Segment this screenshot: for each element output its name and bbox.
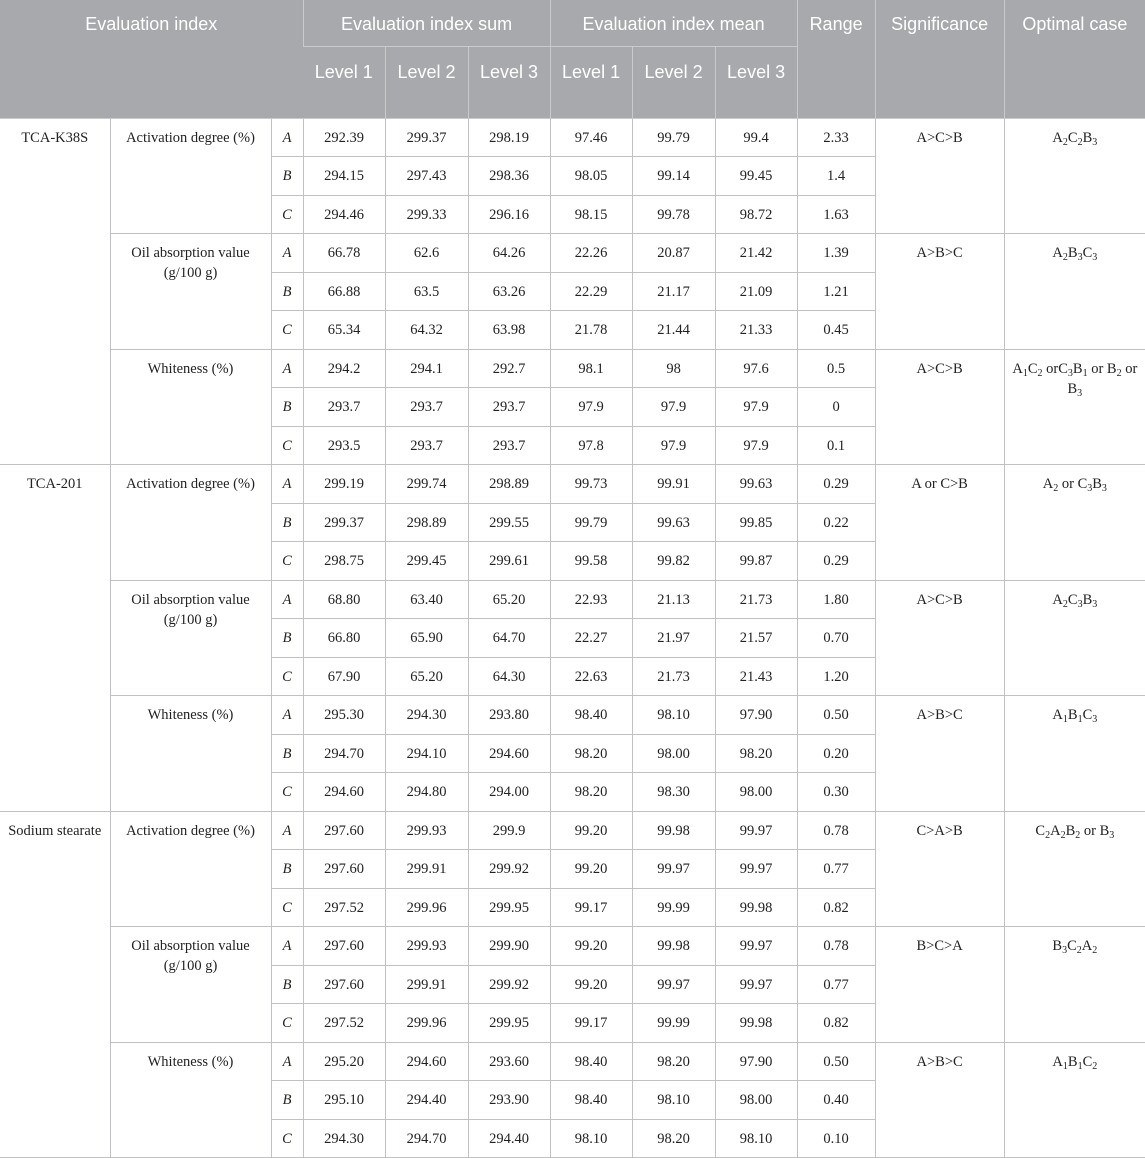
factor-cell: A bbox=[271, 234, 303, 273]
mean-level-3-cell: 98.72 bbox=[715, 195, 797, 234]
mean-level-3-cell: 98.00 bbox=[715, 773, 797, 812]
sum-level-2-cell: 65.90 bbox=[385, 619, 468, 658]
factor-cell: C bbox=[271, 311, 303, 350]
factor-cell: B bbox=[271, 388, 303, 427]
table-row bbox=[0, 811, 1145, 850]
mean-level-2-cell: 99.82 bbox=[632, 542, 715, 581]
sum-level-1-cell: 68.80 bbox=[303, 580, 385, 619]
factor-cell: B bbox=[271, 734, 303, 773]
mean-level-2-cell: 21.13 bbox=[632, 580, 715, 619]
sum-level-1-cell: 295.30 bbox=[303, 696, 385, 735]
sum-level-1-cell: 297.60 bbox=[303, 927, 385, 966]
group-name-cell: Sodium stearate bbox=[0, 811, 110, 1158]
sum-level-1-cell: 295.10 bbox=[303, 1081, 385, 1120]
table-header bbox=[0, 0, 1145, 118]
factor-cell: C bbox=[271, 773, 303, 812]
sum-level-1-cell: 297.60 bbox=[303, 811, 385, 850]
sum-level-1-cell: 65.34 bbox=[303, 311, 385, 350]
sum-level-2-cell: 294.40 bbox=[385, 1081, 468, 1120]
sum-level-3-cell: 293.60 bbox=[468, 1042, 550, 1081]
mean-level-1-cell: 98.40 bbox=[550, 1081, 632, 1120]
mean-level-2-cell: 99.14 bbox=[632, 157, 715, 196]
mean-level-1-cell: 99.20 bbox=[550, 927, 632, 966]
mean-level-3-cell: 98.10 bbox=[715, 1119, 797, 1158]
range-cell: 0 bbox=[797, 388, 875, 427]
mean-level-1-cell: 98.20 bbox=[550, 773, 632, 812]
mean-level-2-cell: 99.99 bbox=[632, 1004, 715, 1043]
factor-cell: B bbox=[271, 503, 303, 542]
range-cell: 0.5 bbox=[797, 349, 875, 388]
optimal-case-cell: $A_1B_1C_3$ bbox=[1004, 696, 1145, 812]
sum-level-1-cell: 294.2 bbox=[303, 349, 385, 388]
header-range: Range bbox=[797, 0, 875, 118]
significance-cell: A>B>C bbox=[875, 1042, 1004, 1158]
index-name-cell: Whiteness (%) bbox=[110, 1042, 271, 1158]
mean-level-3-cell: 99.98 bbox=[715, 888, 797, 927]
mean-level-3-cell: 97.90 bbox=[715, 696, 797, 735]
mean-level-1-cell: 99.79 bbox=[550, 503, 632, 542]
header-evaluation-index-mean: Evaluation index mean bbox=[550, 0, 797, 46]
sum-level-3-cell: 298.19 bbox=[468, 118, 550, 157]
sum-level-2-cell: 294.70 bbox=[385, 1119, 468, 1158]
sum-level-2-cell: 64.32 bbox=[385, 311, 468, 350]
sum-level-2-cell: 299.96 bbox=[385, 1004, 468, 1043]
mean-level-3-cell: 98.20 bbox=[715, 734, 797, 773]
index-name-cell: Activation degree (%) bbox=[110, 811, 271, 927]
factor-cell: A bbox=[271, 349, 303, 388]
mean-level-2-cell: 21.17 bbox=[632, 272, 715, 311]
optimal-case-cell: $A_1B_1C_2$ bbox=[1004, 1042, 1145, 1158]
mean-level-1-cell: 99.20 bbox=[550, 811, 632, 850]
mean-level-3-cell: 21.57 bbox=[715, 619, 797, 658]
index-name-cell: Activation degree (%) bbox=[110, 118, 271, 234]
sum-level-3-cell: 65.20 bbox=[468, 580, 550, 619]
range-cell: 1.80 bbox=[797, 580, 875, 619]
sum-level-2-cell: 294.1 bbox=[385, 349, 468, 388]
mean-level-1-cell: 98.1 bbox=[550, 349, 632, 388]
mean-level-3-cell: 97.6 bbox=[715, 349, 797, 388]
range-cell: 0.29 bbox=[797, 542, 875, 581]
range-cell: 2.33 bbox=[797, 118, 875, 157]
sum-level-2-cell: 299.91 bbox=[385, 850, 468, 889]
table-row bbox=[0, 234, 1145, 273]
mean-level-2-cell: 99.91 bbox=[632, 465, 715, 504]
sum-level-1-cell: 294.60 bbox=[303, 773, 385, 812]
group-name-cell: TCA-201 bbox=[0, 465, 110, 812]
range-cell: 0.22 bbox=[797, 503, 875, 542]
mean-level-3-cell: 97.90 bbox=[715, 1042, 797, 1081]
mean-level-1-cell: 22.26 bbox=[550, 234, 632, 273]
header-mean-level-1: Level 1 bbox=[550, 46, 632, 118]
range-cell: 1.21 bbox=[797, 272, 875, 311]
sum-level-3-cell: 293.7 bbox=[468, 426, 550, 465]
sum-level-3-cell: 298.89 bbox=[468, 465, 550, 504]
factor-cell: C bbox=[271, 1004, 303, 1043]
mean-level-2-cell: 99.97 bbox=[632, 965, 715, 1004]
range-cell: 0.78 bbox=[797, 927, 875, 966]
header-mean-level-2: Level 2 bbox=[632, 46, 715, 118]
factor-cell: A bbox=[271, 696, 303, 735]
index-name-cell: Whiteness (%) bbox=[110, 696, 271, 812]
mean-level-1-cell: 22.63 bbox=[550, 657, 632, 696]
significance-cell: B>C>A bbox=[875, 927, 1004, 1043]
group-name-cell: TCA-K38S bbox=[0, 118, 110, 465]
sum-level-1-cell: 66.78 bbox=[303, 234, 385, 273]
sum-level-1-cell: 298.75 bbox=[303, 542, 385, 581]
range-cell: 0.29 bbox=[797, 465, 875, 504]
sum-level-2-cell: 63.40 bbox=[385, 580, 468, 619]
factor-cell: B bbox=[271, 272, 303, 311]
mean-level-2-cell: 97.9 bbox=[632, 388, 715, 427]
range-cell: 1.63 bbox=[797, 195, 875, 234]
mean-level-3-cell: 99.4 bbox=[715, 118, 797, 157]
mean-level-1-cell: 22.93 bbox=[550, 580, 632, 619]
mean-level-2-cell: 98.10 bbox=[632, 696, 715, 735]
significance-cell: A>B>C bbox=[875, 234, 1004, 350]
factor-cell: C bbox=[271, 195, 303, 234]
sum-level-3-cell: 296.16 bbox=[468, 195, 550, 234]
factor-cell: C bbox=[271, 888, 303, 927]
sum-level-2-cell: 294.60 bbox=[385, 1042, 468, 1081]
sum-level-2-cell: 294.10 bbox=[385, 734, 468, 773]
factor-cell: C bbox=[271, 657, 303, 696]
range-cell: 0.77 bbox=[797, 965, 875, 1004]
mean-level-3-cell: 99.85 bbox=[715, 503, 797, 542]
factor-cell: B bbox=[271, 619, 303, 658]
factor-cell: B bbox=[271, 157, 303, 196]
mean-level-2-cell: 99.97 bbox=[632, 850, 715, 889]
header-mean-level-3: Level 3 bbox=[715, 46, 797, 118]
sum-level-3-cell: 64.30 bbox=[468, 657, 550, 696]
sum-level-2-cell: 299.93 bbox=[385, 927, 468, 966]
range-cell: 0.40 bbox=[797, 1081, 875, 1120]
mean-level-1-cell: 98.10 bbox=[550, 1119, 632, 1158]
mean-level-2-cell: 98.20 bbox=[632, 1119, 715, 1158]
sum-level-2-cell: 299.33 bbox=[385, 195, 468, 234]
factor-cell: B bbox=[271, 965, 303, 1004]
range-cell: 0.20 bbox=[797, 734, 875, 773]
optimal-case-cell: $A_2C_2B_3$ bbox=[1004, 118, 1145, 234]
sum-level-1-cell: 299.37 bbox=[303, 503, 385, 542]
sum-level-3-cell: 294.40 bbox=[468, 1119, 550, 1158]
factor-cell: A bbox=[271, 927, 303, 966]
mean-level-1-cell: 98.05 bbox=[550, 157, 632, 196]
mean-level-3-cell: 21.42 bbox=[715, 234, 797, 273]
header-sum-level-1: Level 1 bbox=[303, 46, 385, 118]
table-row bbox=[0, 465, 1145, 504]
mean-level-1-cell: 21.78 bbox=[550, 311, 632, 350]
range-cell: 1.39 bbox=[797, 234, 875, 273]
sum-level-3-cell: 293.80 bbox=[468, 696, 550, 735]
sum-level-3-cell: 299.55 bbox=[468, 503, 550, 542]
mean-level-2-cell: 99.63 bbox=[632, 503, 715, 542]
significance-cell: A>C>B bbox=[875, 580, 1004, 696]
header-sum-level-3: Level 3 bbox=[468, 46, 550, 118]
sum-level-3-cell: 299.92 bbox=[468, 965, 550, 1004]
sum-level-3-cell: 64.26 bbox=[468, 234, 550, 273]
mean-level-3-cell: 21.43 bbox=[715, 657, 797, 696]
mean-level-2-cell: 99.78 bbox=[632, 195, 715, 234]
significance-cell: A>B>C bbox=[875, 696, 1004, 812]
range-cell: 0.30 bbox=[797, 773, 875, 812]
sum-level-3-cell: 63.26 bbox=[468, 272, 550, 311]
range-cell: 0.82 bbox=[797, 1004, 875, 1043]
mean-level-3-cell: 21.33 bbox=[715, 311, 797, 350]
sum-level-2-cell: 293.7 bbox=[385, 426, 468, 465]
index-name-cell: Oil absorption value (g/100 g) bbox=[110, 234, 271, 350]
index-name-cell: Oil absorption value (g/100 g) bbox=[110, 927, 271, 1043]
range-cell: 0.82 bbox=[797, 888, 875, 927]
sum-level-1-cell: 297.52 bbox=[303, 1004, 385, 1043]
sum-level-3-cell: 299.61 bbox=[468, 542, 550, 581]
mean-level-3-cell: 99.87 bbox=[715, 542, 797, 581]
mean-level-1-cell: 99.17 bbox=[550, 888, 632, 927]
table-row bbox=[0, 1042, 1145, 1081]
sum-level-1-cell: 295.20 bbox=[303, 1042, 385, 1081]
header-optimal-case: Optimal case bbox=[1004, 0, 1145, 118]
range-cell: 1.4 bbox=[797, 157, 875, 196]
mean-level-3-cell: 99.63 bbox=[715, 465, 797, 504]
mean-level-2-cell: 21.73 bbox=[632, 657, 715, 696]
significance-cell: A>C>B bbox=[875, 349, 1004, 465]
mean-level-1-cell: 22.29 bbox=[550, 272, 632, 311]
mean-level-1-cell: 98.20 bbox=[550, 734, 632, 773]
sum-level-3-cell: 294.00 bbox=[468, 773, 550, 812]
sum-level-2-cell: 63.5 bbox=[385, 272, 468, 311]
range-cell: 0.50 bbox=[797, 1042, 875, 1081]
sum-level-1-cell: 294.46 bbox=[303, 195, 385, 234]
sum-level-3-cell: 299.95 bbox=[468, 888, 550, 927]
table-row bbox=[0, 118, 1145, 157]
sum-level-2-cell: 62.6 bbox=[385, 234, 468, 273]
index-name-cell: Oil absorption value (g/100 g) bbox=[110, 580, 271, 696]
header-sum-level-2: Level 2 bbox=[385, 46, 468, 118]
factor-cell: C bbox=[271, 1119, 303, 1158]
sum-level-3-cell: 63.98 bbox=[468, 311, 550, 350]
range-cell: 0.50 bbox=[797, 696, 875, 735]
sum-level-1-cell: 292.39 bbox=[303, 118, 385, 157]
mean-level-3-cell: 99.98 bbox=[715, 1004, 797, 1043]
header-evaluation-index: Evaluation index bbox=[0, 0, 303, 118]
optimal-case-cell: $C_2A_2B_2$ or $B_3$ bbox=[1004, 811, 1145, 927]
sum-level-1-cell: 293.7 bbox=[303, 388, 385, 427]
factor-cell: A bbox=[271, 1042, 303, 1081]
sum-level-2-cell: 299.93 bbox=[385, 811, 468, 850]
sum-level-3-cell: 299.90 bbox=[468, 927, 550, 966]
sum-level-2-cell: 299.74 bbox=[385, 465, 468, 504]
mean-level-1-cell: 99.17 bbox=[550, 1004, 632, 1043]
sum-level-1-cell: 294.70 bbox=[303, 734, 385, 773]
sum-level-1-cell: 293.5 bbox=[303, 426, 385, 465]
sum-level-1-cell: 67.90 bbox=[303, 657, 385, 696]
factor-cell: A bbox=[271, 811, 303, 850]
mean-level-3-cell: 99.97 bbox=[715, 965, 797, 1004]
sum-level-1-cell: 297.60 bbox=[303, 965, 385, 1004]
mean-level-2-cell: 98.10 bbox=[632, 1081, 715, 1120]
range-cell: 0.77 bbox=[797, 850, 875, 889]
mean-level-1-cell: 97.46 bbox=[550, 118, 632, 157]
sum-level-1-cell: 294.15 bbox=[303, 157, 385, 196]
sum-level-2-cell: 299.91 bbox=[385, 965, 468, 1004]
sum-level-1-cell: 297.52 bbox=[303, 888, 385, 927]
mean-level-2-cell: 98.30 bbox=[632, 773, 715, 812]
mean-level-1-cell: 99.20 bbox=[550, 850, 632, 889]
sum-level-2-cell: 299.96 bbox=[385, 888, 468, 927]
index-name-cell: Activation degree (%) bbox=[110, 465, 271, 581]
mean-level-1-cell: 99.73 bbox=[550, 465, 632, 504]
factor-cell: A bbox=[271, 118, 303, 157]
mean-level-3-cell: 98.00 bbox=[715, 1081, 797, 1120]
mean-level-1-cell: 99.58 bbox=[550, 542, 632, 581]
mean-level-2-cell: 21.97 bbox=[632, 619, 715, 658]
mean-level-1-cell: 22.27 bbox=[550, 619, 632, 658]
significance-cell: A or C>B bbox=[875, 465, 1004, 581]
sum-level-3-cell: 293.7 bbox=[468, 388, 550, 427]
mean-level-3-cell: 21.73 bbox=[715, 580, 797, 619]
optimal-case-cell: $A_2B_3C_3$ bbox=[1004, 234, 1145, 350]
sum-level-3-cell: 299.95 bbox=[468, 1004, 550, 1043]
optimal-case-cell: $A_1C_2$ $orC_3B_1$ or $B_2$ or $B_3$ bbox=[1004, 349, 1145, 465]
mean-level-3-cell: 97.9 bbox=[715, 388, 797, 427]
sum-level-1-cell: 66.88 bbox=[303, 272, 385, 311]
factor-cell: C bbox=[271, 542, 303, 581]
mean-level-2-cell: 21.44 bbox=[632, 311, 715, 350]
mean-level-3-cell: 99.97 bbox=[715, 811, 797, 850]
sum-level-3-cell: 299.9 bbox=[468, 811, 550, 850]
range-cell: 1.20 bbox=[797, 657, 875, 696]
significance-cell: C>A>B bbox=[875, 811, 1004, 927]
mean-level-2-cell: 97.9 bbox=[632, 426, 715, 465]
mean-level-2-cell: 99.99 bbox=[632, 888, 715, 927]
optimal-case-cell: $A_2$ or $C_3B_3$ bbox=[1004, 465, 1145, 581]
sum-level-3-cell: 64.70 bbox=[468, 619, 550, 658]
mean-level-2-cell: 99.79 bbox=[632, 118, 715, 157]
factor-cell: B bbox=[271, 1081, 303, 1120]
index-name-cell: Whiteness (%) bbox=[110, 349, 271, 465]
table-row bbox=[0, 349, 1145, 388]
sum-level-3-cell: 292.7 bbox=[468, 349, 550, 388]
mean-level-2-cell: 98 bbox=[632, 349, 715, 388]
optimal-case-cell: $A_2C_3B_3$ bbox=[1004, 580, 1145, 696]
sum-level-1-cell: 294.30 bbox=[303, 1119, 385, 1158]
factor-cell: A bbox=[271, 580, 303, 619]
table-row bbox=[0, 696, 1145, 735]
mean-level-3-cell: 99.97 bbox=[715, 850, 797, 889]
range-cell: 0.78 bbox=[797, 811, 875, 850]
factor-cell: C bbox=[271, 426, 303, 465]
range-cell: 0.70 bbox=[797, 619, 875, 658]
sum-level-2-cell: 294.80 bbox=[385, 773, 468, 812]
sum-level-2-cell: 294.30 bbox=[385, 696, 468, 735]
mean-level-1-cell: 97.9 bbox=[550, 388, 632, 427]
sum-level-1-cell: 299.19 bbox=[303, 465, 385, 504]
mean-level-1-cell: 98.40 bbox=[550, 1042, 632, 1081]
sum-level-2-cell: 299.37 bbox=[385, 118, 468, 157]
sum-level-3-cell: 293.90 bbox=[468, 1081, 550, 1120]
mean-level-2-cell: 99.98 bbox=[632, 927, 715, 966]
table-row bbox=[0, 580, 1145, 619]
mean-level-3-cell: 99.45 bbox=[715, 157, 797, 196]
mean-level-3-cell: 21.09 bbox=[715, 272, 797, 311]
header-evaluation-index-sum: Evaluation index sum bbox=[303, 0, 550, 46]
factor-cell: B bbox=[271, 850, 303, 889]
mean-level-3-cell: 99.97 bbox=[715, 927, 797, 966]
table-body bbox=[0, 118, 1145, 1158]
sum-level-2-cell: 65.20 bbox=[385, 657, 468, 696]
factor-cell: A bbox=[271, 465, 303, 504]
mean-level-2-cell: 20.87 bbox=[632, 234, 715, 273]
range-cell: 0.1 bbox=[797, 426, 875, 465]
sum-level-2-cell: 297.43 bbox=[385, 157, 468, 196]
sum-level-2-cell: 293.7 bbox=[385, 388, 468, 427]
sum-level-3-cell: 299.92 bbox=[468, 850, 550, 889]
table-row bbox=[0, 927, 1145, 966]
optimal-case-cell: $B_3C_2A_2$ bbox=[1004, 927, 1145, 1043]
range-cell: 0.45 bbox=[797, 311, 875, 350]
mean-level-1-cell: 99.20 bbox=[550, 965, 632, 1004]
mean-level-3-cell: 97.9 bbox=[715, 426, 797, 465]
mean-level-2-cell: 98.20 bbox=[632, 1042, 715, 1081]
sum-level-3-cell: 298.36 bbox=[468, 157, 550, 196]
mean-level-1-cell: 98.40 bbox=[550, 696, 632, 735]
sum-level-1-cell: 66.80 bbox=[303, 619, 385, 658]
mean-level-1-cell: 98.15 bbox=[550, 195, 632, 234]
mean-level-1-cell: 97.8 bbox=[550, 426, 632, 465]
sum-level-2-cell: 299.45 bbox=[385, 542, 468, 581]
range-cell: 0.10 bbox=[797, 1119, 875, 1158]
sum-level-1-cell: 297.60 bbox=[303, 850, 385, 889]
significance-cell: A>C>B bbox=[875, 118, 1004, 234]
header-significance: Significance bbox=[875, 0, 1004, 118]
sum-level-3-cell: 294.60 bbox=[468, 734, 550, 773]
mean-level-2-cell: 99.98 bbox=[632, 811, 715, 850]
mean-level-2-cell: 98.00 bbox=[632, 734, 715, 773]
sum-level-2-cell: 298.89 bbox=[385, 503, 468, 542]
